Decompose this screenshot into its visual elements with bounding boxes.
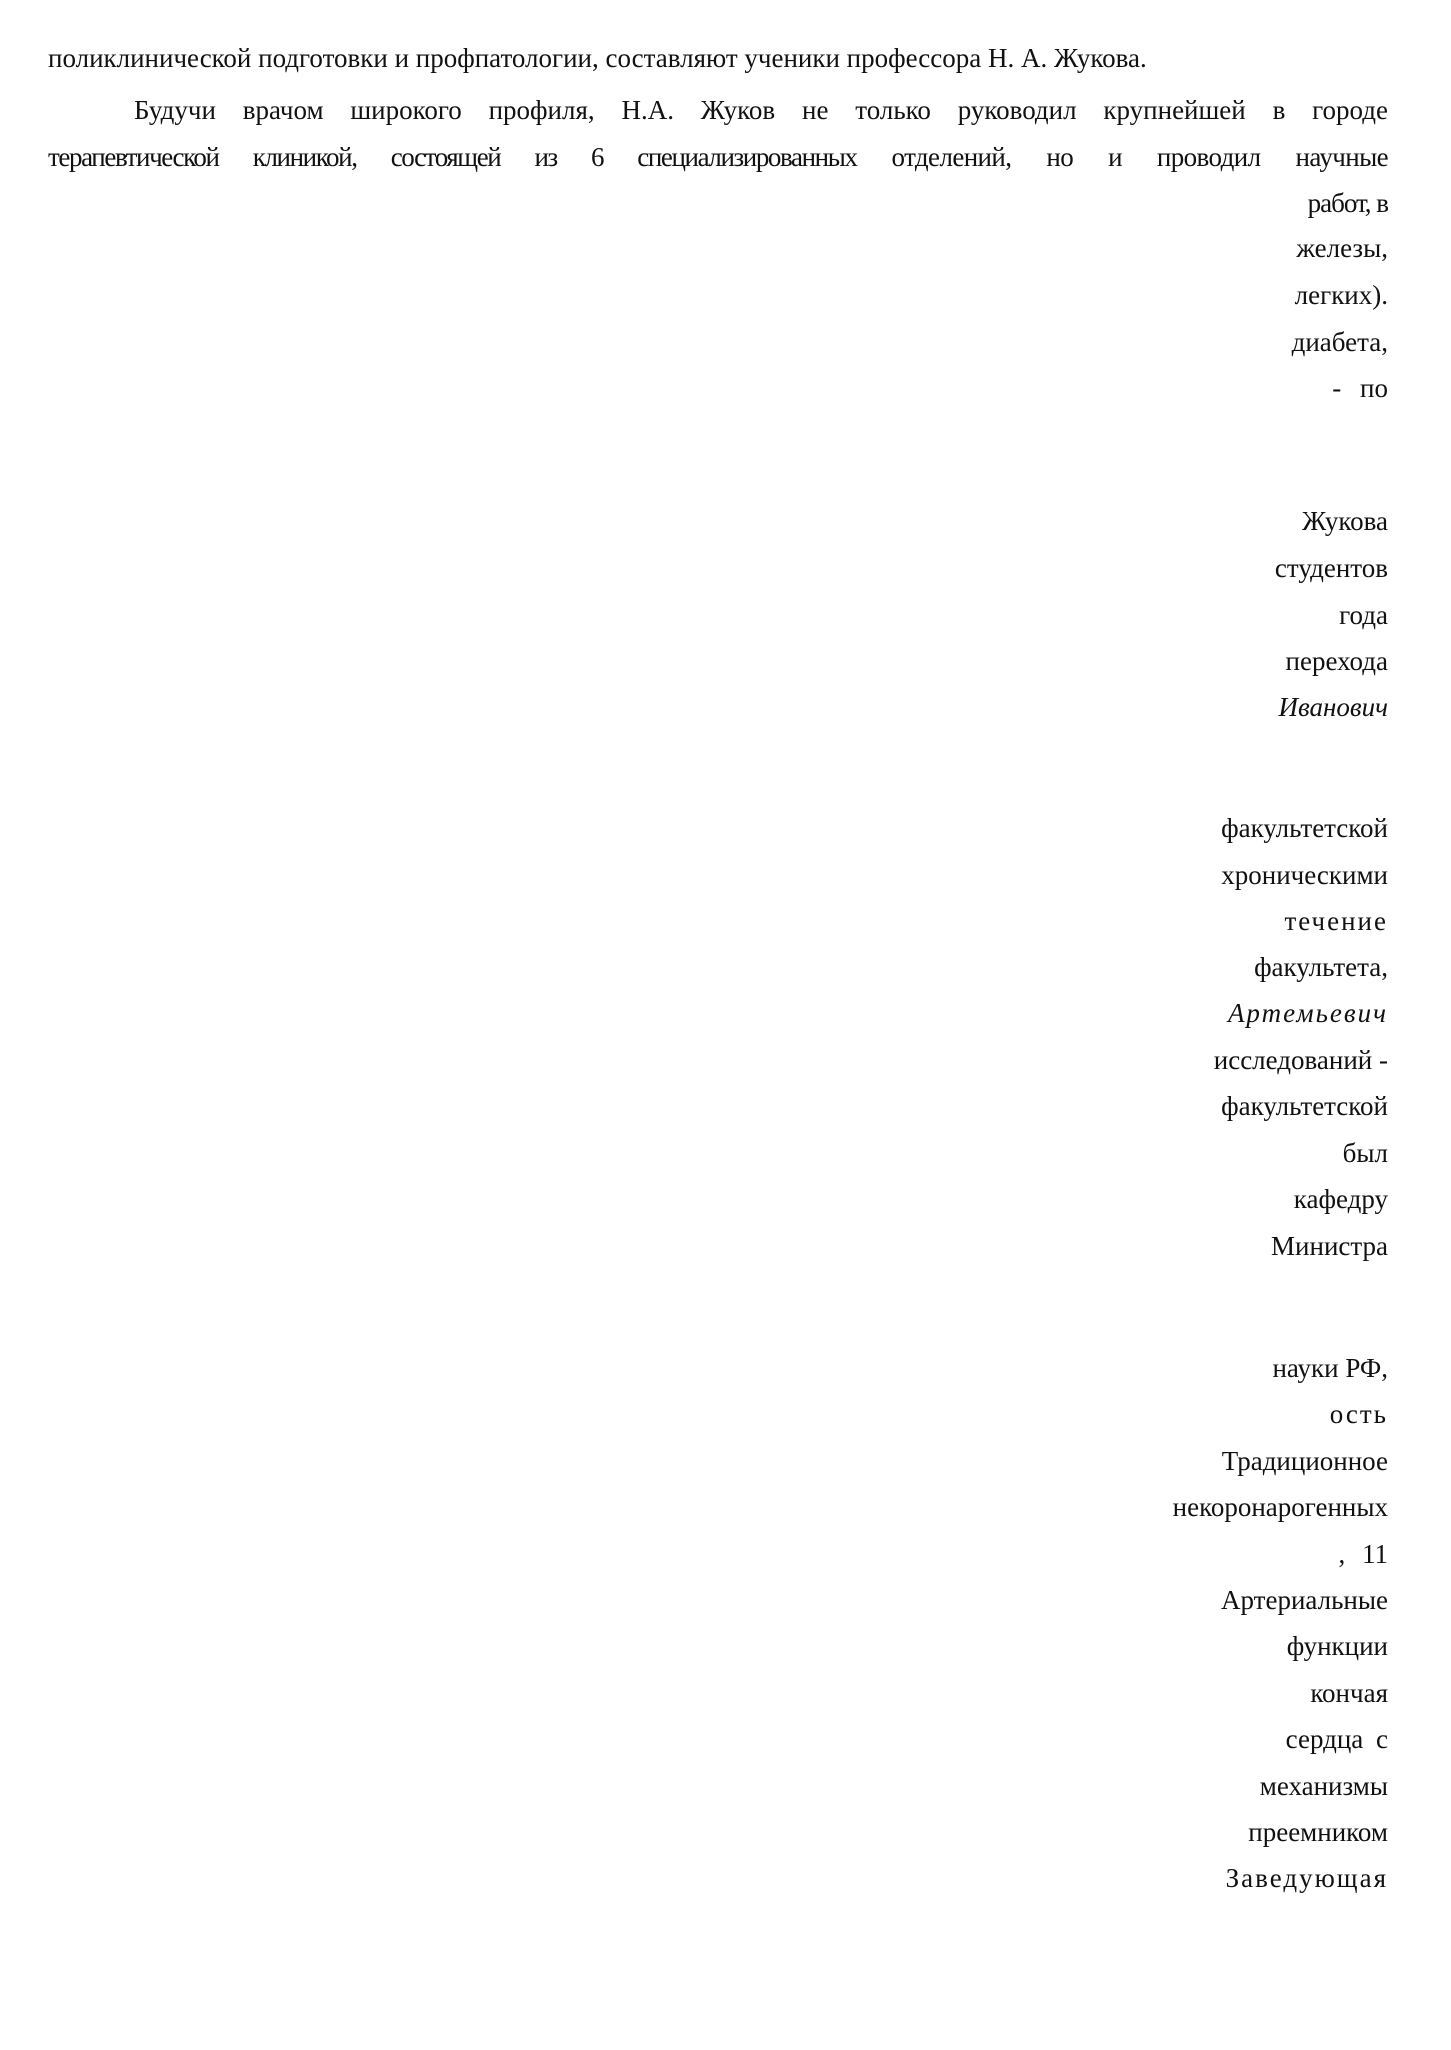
fragment-26: Артериальные bbox=[1221, 1585, 1388, 1615]
fragment-19: кафедру bbox=[1293, 1184, 1388, 1214]
fragment-5: - по bbox=[1332, 373, 1388, 403]
fragment-4: диабета, bbox=[1291, 327, 1388, 357]
text-line-3 bbox=[48, 141, 1388, 173]
text-line-3-part2: отделений, но и проводил научные bbox=[891, 142, 1388, 172]
fragment-29: сердца с bbox=[1285, 1724, 1388, 1754]
fragment-8: года bbox=[1339, 600, 1388, 630]
fragment-21: науки РФ, bbox=[1272, 1353, 1388, 1383]
fragment-25: , 11 bbox=[1338, 1539, 1388, 1569]
fragment-7: студентов bbox=[1274, 553, 1388, 583]
fragment-22: ость bbox=[1329, 1399, 1388, 1429]
fragment-24: некоронарогенных bbox=[1172, 1492, 1388, 1522]
fragment-11: факультетской bbox=[1221, 813, 1388, 843]
fragment-6: Жукова bbox=[1302, 506, 1388, 536]
fragment-1: работ, в bbox=[1307, 188, 1388, 218]
fragment-13: течение bbox=[1284, 906, 1388, 936]
fragment-10: Иванович bbox=[1278, 692, 1388, 722]
fragment-15: Артемьевич bbox=[1227, 998, 1388, 1028]
fragment-31: преемником bbox=[1248, 1817, 1388, 1847]
fragment-27: функции bbox=[1286, 1631, 1388, 1661]
fragment-2: железы, bbox=[1296, 233, 1388, 263]
fragment-23: Традиционное bbox=[1221, 1446, 1388, 1476]
fragment-28: кончая bbox=[1310, 1678, 1388, 1708]
fragment-3: легких). bbox=[1294, 280, 1388, 310]
fragment-20: Министра bbox=[1271, 1231, 1388, 1261]
fragment-12: хроническими bbox=[1221, 860, 1388, 890]
fragment-32: Заведующая bbox=[1225, 1863, 1388, 1893]
fragment-30: механизмы bbox=[1259, 1771, 1388, 1801]
fragment-18: был bbox=[1342, 1138, 1388, 1168]
fragment-14: факультета, bbox=[1254, 952, 1388, 982]
text-line-2: Будучи врачом широкого профиля, Н.А. Жуков не только руководил крупнейшей в городе bbox=[134, 95, 1388, 125]
fragment-17: факультетской bbox=[1221, 1091, 1388, 1121]
fragment-9: перехода bbox=[1285, 646, 1388, 676]
fragment-16: исследований - bbox=[1213, 1045, 1388, 1075]
text-line-1: поликлинической подготовки и профпатологии, составляют ученики профессора Н. А. Жукова. bbox=[48, 43, 1147, 73]
text-line-3-part1: терапевтической клиникой, состоящей из 6 специализированных bbox=[48, 142, 857, 172]
